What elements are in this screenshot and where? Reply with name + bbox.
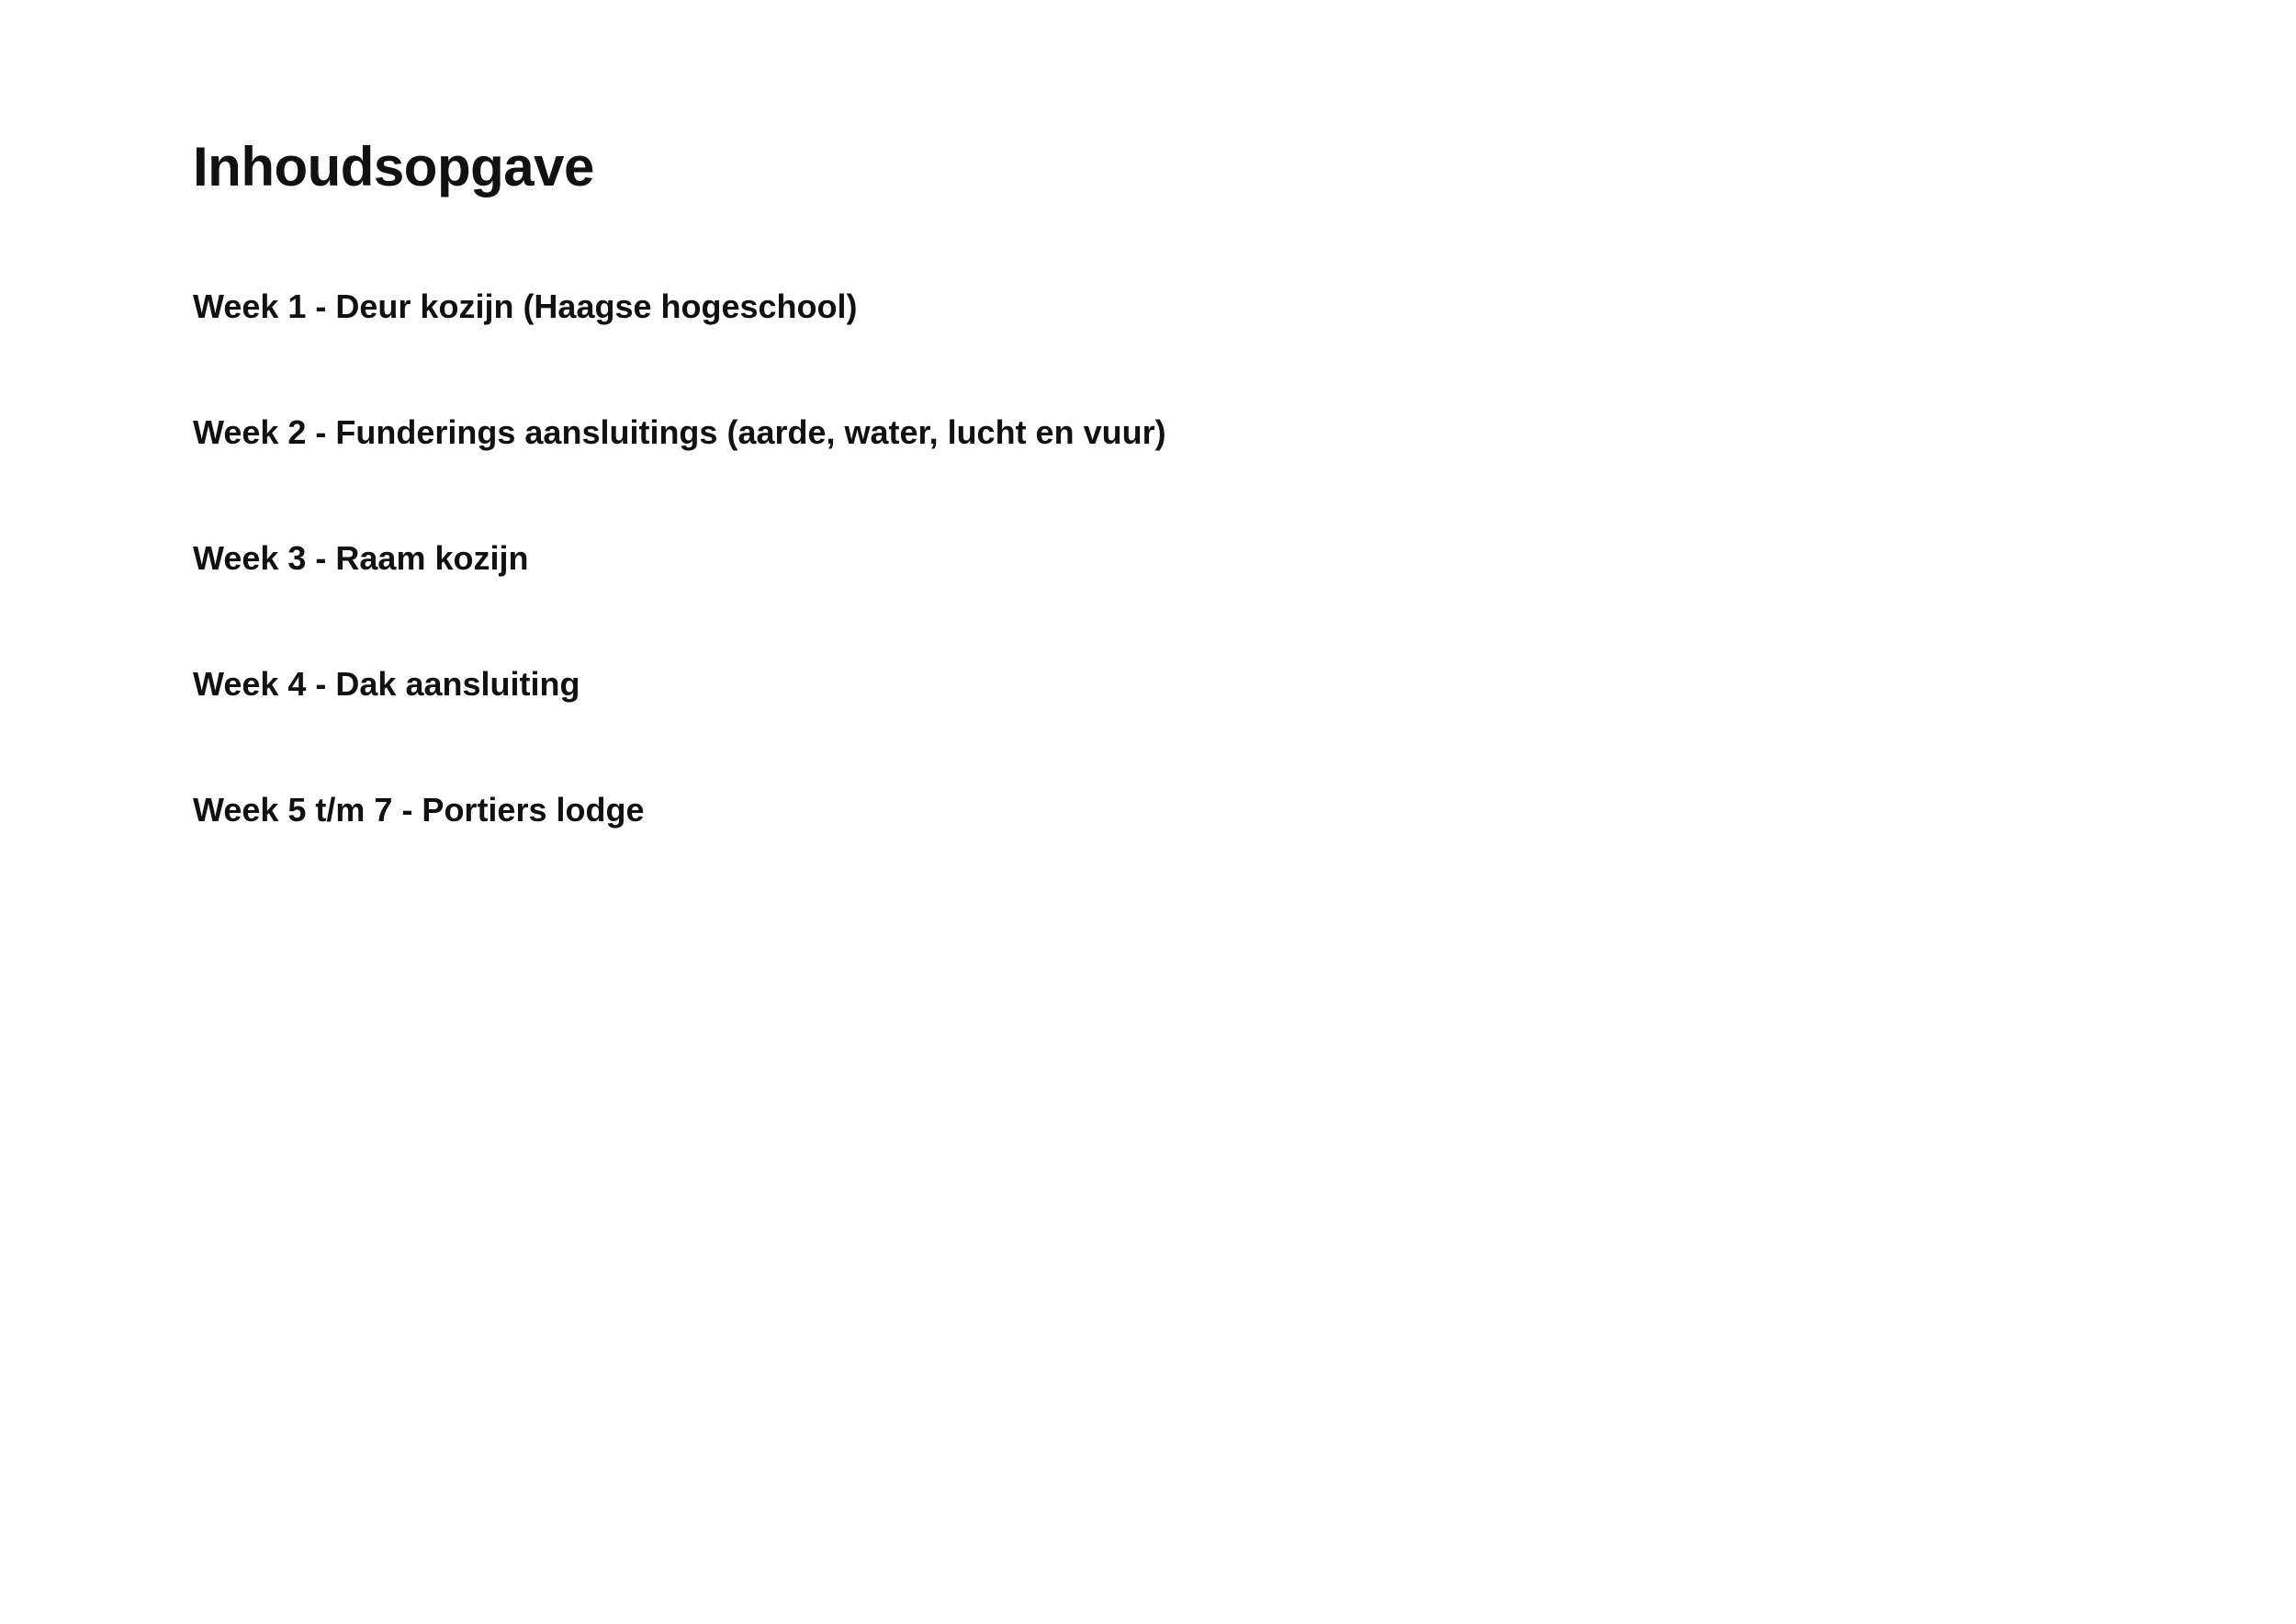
toc-item-week-1: Week 1 - Deur kozijn (Haagse hogeschool) [193,288,858,325]
table-of-contents [193,290,1166,919]
toc-item-week-2: Week 2 - Funderings aansluitings (aarde, water, lucht en vuur) [193,413,1166,451]
toc-item-week-4: Week 4 - Dak aansluiting [193,665,580,703]
toc-item-week-3: Week 3 - Raam kozijn [193,539,529,577]
page-title: Inhoudsopgave [193,136,594,197]
toc-item-week-5-7: Week 5 t/m 7 - Portiers lodge [193,791,645,829]
